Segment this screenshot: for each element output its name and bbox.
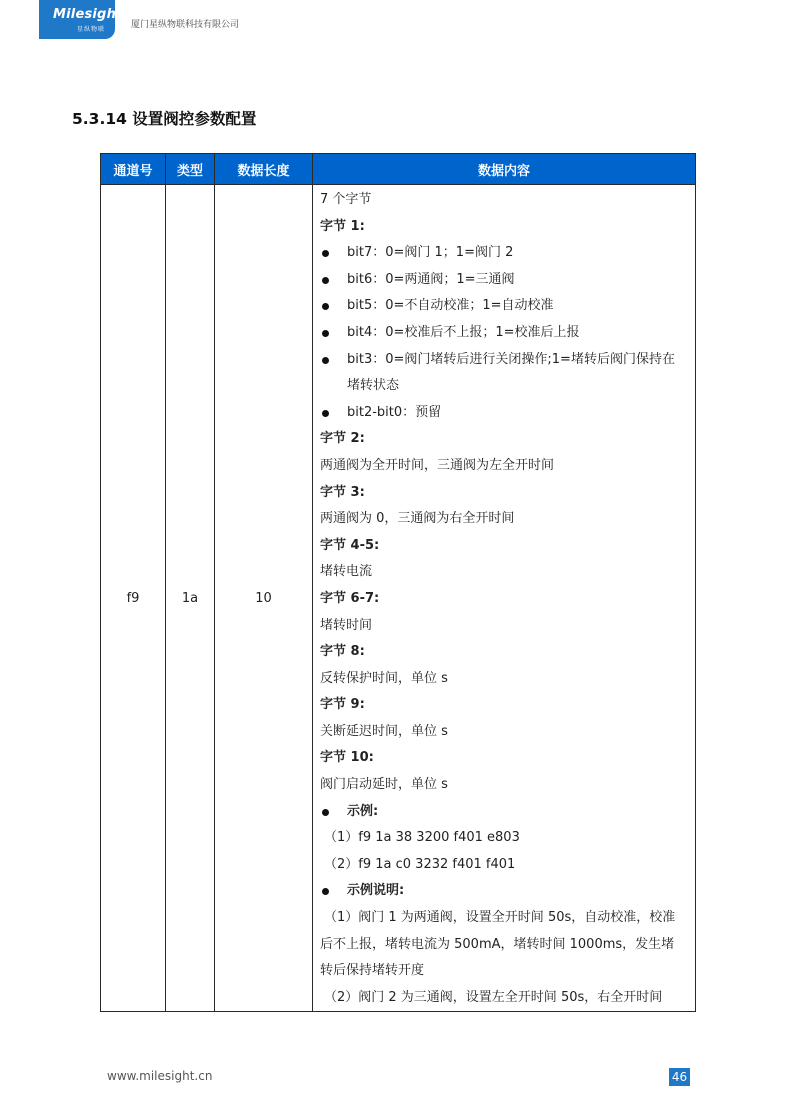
content-line: 后不上报，堵转电流为 500mA，堵转时间 1000ms，发生堵 <box>320 936 675 952</box>
bullet-item: bit3：0=阀门堵转后进行关闭操作;1=堵转后阀门保持在 <box>320 347 689 374</box>
bullet-item: bit7：0=阀门 1；1=阀门 2 <box>320 240 689 267</box>
bullet-heading: 示例说明: <box>320 878 689 905</box>
content-line: 转后保持堵转开度 <box>320 963 425 979</box>
cell-length: 10 <box>215 185 313 1012</box>
header-length: 数据长度 <box>215 154 313 185</box>
content-line: 关断延迟时间，单位 s <box>320 723 448 739</box>
table-row <box>101 185 696 1012</box>
logo-brand: Milesight <box>53 7 123 22</box>
bullet-heading: 示例: <box>320 799 689 826</box>
company-name: 厦门星纵物联科技有限公司 <box>131 20 240 30</box>
content-line: 两通阀为全开时间，三通阀为左全开时间 <box>320 457 555 473</box>
company-logo <box>39 0 123 39</box>
page-number: 46 <box>669 1068 690 1086</box>
example-line: （1）f9 1a 38 3200 f401 e803 <box>324 830 520 846</box>
footer-url[interactable]: www.milesight.cn <box>107 1069 213 1083</box>
byte-heading: 字节 3: <box>320 484 365 500</box>
byte-heading: 字节 1: <box>320 218 365 234</box>
cell-type: 1a <box>166 185 215 1012</box>
bullet-continuation: 堵转状态 <box>347 378 400 394</box>
header-content: 数据内容 <box>313 154 696 185</box>
content-line: 反转保护时间，单位 s <box>320 670 448 686</box>
section-title: 5.3.14 设置阀控参数配置 <box>72 110 257 128</box>
byte-heading: 字节 10: <box>320 750 374 766</box>
logo-sub: 星纵物联 <box>77 26 106 33</box>
header-type: 类型 <box>166 154 215 185</box>
content-line: 两通阀为 0，三通阀为右全开时间 <box>320 511 515 527</box>
content-lines <box>320 187 689 1011</box>
content-line: 堵转时间 <box>320 617 373 633</box>
byte-heading: 字节 2: <box>320 431 365 447</box>
header-channel: 通道号 <box>101 154 166 185</box>
content-line: 堵转电流 <box>320 564 373 580</box>
bullet-item: bit4：0=校准后不上报；1=校准后上报 <box>320 320 689 347</box>
byte-heading: 字节 9: <box>320 697 365 713</box>
byte-heading: 字节 8: <box>320 644 365 660</box>
byte-heading: 字节 6-7: <box>320 590 380 606</box>
content-line: 阀门启动延时，单位 s <box>320 777 448 793</box>
bullet-item: bit6：0=两通阀；1=三通阀 <box>320 267 689 294</box>
example-line: （1）阀门 1 为两通阀，设置全开时间 50s，自动校准，校准 <box>324 910 676 926</box>
content-line: 7 个字节 <box>320 192 372 207</box>
bullet-item: bit5：0=不自动校准；1=自动校准 <box>320 293 689 320</box>
example-line: （2）f9 1a c0 3232 f401 f401 <box>324 856 516 872</box>
cell-channel: f9 <box>101 185 166 1012</box>
parameter-table <box>100 153 696 1012</box>
byte-heading: 字节 4-5: <box>320 537 380 553</box>
cell-content <box>313 185 696 1012</box>
example-line: （2）阀门 2 为三通阀，设置左全开时间 50s，右全开时间 <box>324 989 663 1005</box>
bullet-item: bit2-bit0：预留 <box>320 400 689 427</box>
